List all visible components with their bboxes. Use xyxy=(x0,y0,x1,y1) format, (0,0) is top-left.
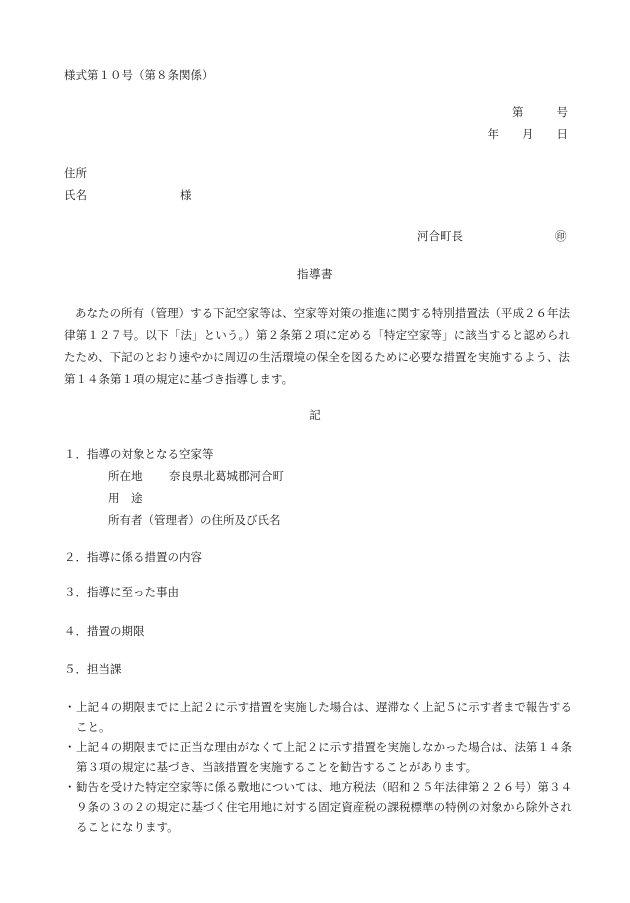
item-3-reason: ３．指導に至った事由 xyxy=(64,585,179,599)
bullet-icon: ・ xyxy=(64,700,76,714)
note-item xyxy=(64,697,572,737)
date-day: 日 xyxy=(556,127,568,141)
item-5-department: ５．担当課 xyxy=(64,662,122,676)
location-label: 所在地 xyxy=(108,469,143,483)
document-number-line xyxy=(512,104,568,120)
note-text: 勧告を受けた特定空家等に係る敷地については、地方税法（昭和２５年法律第２２６号）第３４９条の３の２の規定に基づく住宅用地に対する固定資産税の課税標準の特例の対象から除外されることになります。 xyxy=(76,780,572,834)
document-title: 指導書 xyxy=(297,267,333,281)
date-line xyxy=(488,126,569,142)
owner-label: 所有者（管理者）の住所及び氏名 xyxy=(108,513,281,527)
item-4-deadline: ４．措置の期限 xyxy=(64,624,145,638)
note-text: 上記４の期限までに上記２に示す措置を実施した場合は、遅滞なく上記５に示す者まで報告すること。 xyxy=(76,700,572,734)
form-number: 様式第１０号（第８条関係） xyxy=(64,68,214,82)
use-label: 用 途 xyxy=(108,491,143,505)
number-suffix: 号 xyxy=(556,105,568,119)
date-month: 月 xyxy=(522,127,534,141)
name-label: 氏名 xyxy=(64,188,87,202)
seal-mark: ㊞ xyxy=(555,229,567,243)
issuer-title: 河合町長 xyxy=(417,229,463,243)
date-year: 年 xyxy=(487,127,499,141)
note-text: 上記４の期限までに正当な理由がなくて上記２に示す措置を実施しなかった場合は、法第１４条第３項の規定に基づき、当該措置を実施することを勧告することがあります。 xyxy=(76,740,572,774)
number-prefix: 第 xyxy=(512,105,524,119)
bullet-icon: ・ xyxy=(64,780,76,794)
address-label: 住所 xyxy=(64,166,87,180)
body-paragraph: あなたの所有（管理）する下記空家等は、空家等対策の推進に関する特別措置法（平成２６年法律第１２７号。以下「法」という。）第２条第２項に定める「特定空家等」に該当すると認められたため、下記のとおり速やかに周辺の生活環境の保全を図るために必要な措置を実施するよう、法第１４条第１項の規定に基づき指導します。 xyxy=(64,306,570,386)
notes-list xyxy=(64,697,572,837)
note-item xyxy=(64,777,572,837)
item-1-target: １．指導の対象となる空家等 xyxy=(64,447,214,461)
location-value: 奈良県北葛城郡河合町 xyxy=(169,469,284,483)
honorific: 様 xyxy=(180,188,192,202)
ki-heading: 記 xyxy=(309,408,321,422)
note-item xyxy=(64,737,572,777)
bullet-icon: ・ xyxy=(64,740,76,754)
item-2-measures: ２．指導に係る措置の内容 xyxy=(64,550,202,564)
